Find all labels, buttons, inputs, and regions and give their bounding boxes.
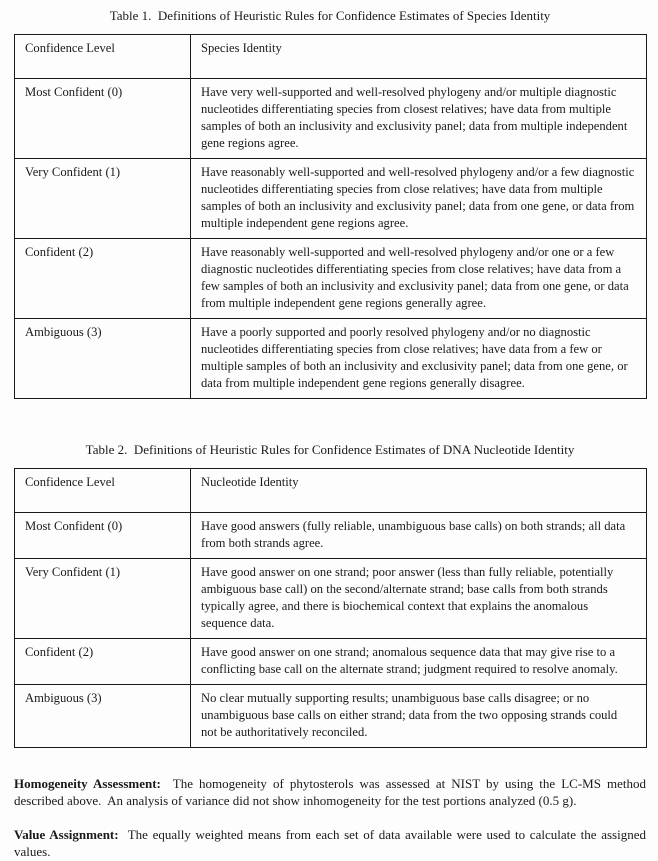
table-row (15, 238, 647, 318)
confidence-level-cell: Confident (2) (15, 238, 191, 318)
table-row (15, 684, 647, 747)
spacer (14, 399, 646, 442)
table1-col2-header: Species Identity (191, 34, 647, 78)
confidence-level-cell: Ambiguous (3) (15, 684, 191, 747)
confidence-level-cell: Very Confident (1) (15, 558, 191, 638)
table-row (15, 512, 647, 558)
paragraph-text: The homogeneity of phytosterols was assessed at NIST by using the LC-MS method described above. An analysis of variance did not show inhomogeneity for the test portions analyzed (0.5 g). (14, 775, 650, 809)
table1-caption: Table 1. Definitions of Heuristic Rules for Confidence Estimates of Species Identity (109, 8, 551, 23)
definition-cell: Have good answer on one strand; anomalous sequence data that may give rise to a conflicting base call on the alternate strand; judgment required to resolve anomaly. (191, 638, 647, 684)
table2-col1-header: Confidence Level (15, 468, 191, 512)
table-row (15, 78, 647, 158)
paragraph-text: The equally weighted means from each set of data available were used to calculate the assigned values. (14, 826, 650, 860)
paragraph-label: Homogeneity Assessment: (14, 775, 161, 791)
homogeneity-assessment-paragraph (14, 775, 650, 810)
table-header-row (15, 34, 647, 78)
confidence-level-cell: Most Confident (0) (15, 78, 191, 158)
definition-cell: Have very well-supported and well-resolved phylogeny and/or multiple diagnostic nucleotides differentiating species from closest relatives; have data from multiple samples of both an inclusivity and exclusivity panel; data from multiple independent gene regions agree. (191, 78, 647, 158)
table2-nucleotide-identity (14, 468, 647, 748)
definition-cell: Have good answer on one strand; poor answer (less than fully reliable, potentially ambiguous base call) on the second/alternate strand; base calls from both strands typically agree, and there is biochemical context that explains the anomalous sequence data. (191, 558, 647, 638)
table1-species-identity (14, 34, 647, 399)
definition-cell: No clear mutually supporting results; unambiguous base calls disagree; or no unambiguous base calls on either strand; data from the two opposing strands could not be authoritatively reconciled. (191, 684, 647, 747)
table1-col1-header: Confidence Level (15, 34, 191, 78)
paragraph-label: Value Assignment: (14, 826, 119, 842)
definition-cell: Have a poorly supported and poorly resolved phylogeny and/or no diagnostic nucleotides differentiating species from close relatives; have data from a few or multiple samples of both an inclusivity and exclusivity panel; data from one gene, or data from multiple independent gene regions generally disagree. (191, 318, 647, 398)
definition-cell: Have reasonably well-supported and well-resolved phylogeny and/or a few diagnostic nucleotides differentiating species from close relatives; have data from multiple samples of both an inclusivity and exclusivity panel; data from one gene, or data from multiple independent gene regions agree. (191, 158, 647, 238)
table-row (15, 318, 647, 398)
table2-caption: Table 2. Definitions of Heuristic Rules for Confidence Estimates of DNA Nucleotide Identity (85, 441, 575, 457)
spacer (14, 748, 646, 775)
confidence-level-cell: Ambiguous (3) (15, 318, 191, 398)
definition-cell: Have good answers (fully reliable, unambiguous base calls) on both strands; all data from both strands agree. (191, 512, 647, 558)
definition-cell: Have reasonably well-supported and well-resolved phylogeny and/or one or a few diagnostic nucleotides differentiating species from close relatives; have data from a few samples of both an inclusivity and exclusivity panel; data from one gene, or data from multiple independent gene regions generally agree. (191, 238, 647, 318)
table2-col2-header: Nucleotide Identity (191, 468, 647, 512)
value-assignment-paragraph (14, 826, 650, 861)
table-header-row (15, 468, 647, 512)
confidence-level-cell: Confident (2) (15, 638, 191, 684)
table-row (15, 558, 647, 638)
table-row (15, 158, 647, 238)
confidence-level-cell: Most Confident (0) (15, 512, 191, 558)
table-row (15, 638, 647, 684)
confidence-level-cell: Very Confident (1) (15, 158, 191, 238)
